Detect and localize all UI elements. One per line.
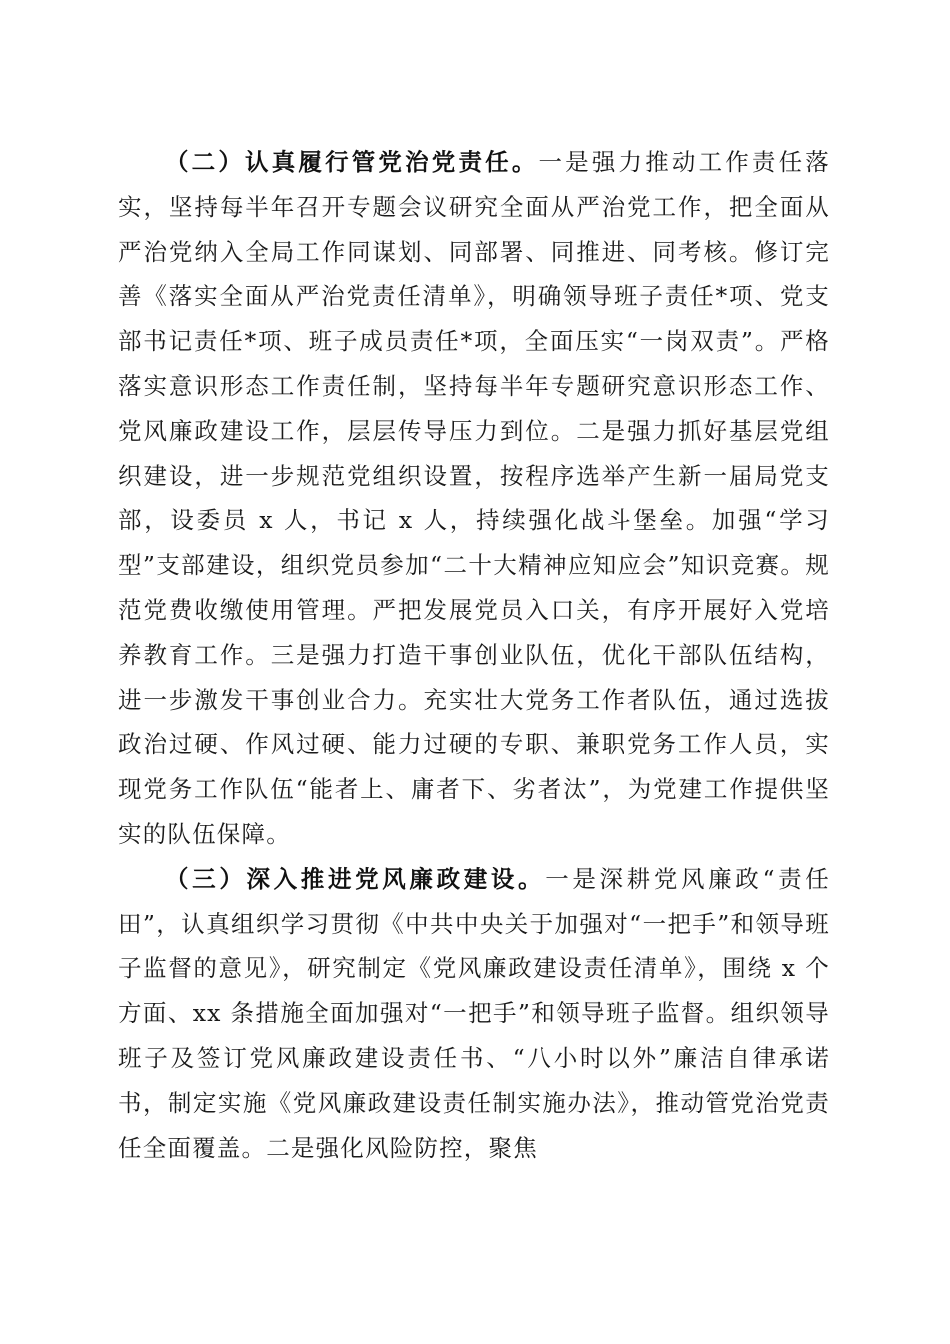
paragraph-party-governance-responsibility	[118, 140, 830, 857]
paragraph-text: 一是深耕党风廉政“责任田”，认真组织学习贯彻《中共中央关于加强对“一把手”和领导班子监督的意见》，研究制定《党风廉政建设责任清单》，围绕 x 个方面、xx 条措施全面加强对“一把手”和领导班子监督。组织领导班子及签订党风廉政建设责任书、“八小时以外”廉洁自律承诺书，制定实施《党风廉政建设责任制实施办法》，推动管党治党责任全面覆盖。二是强化风险防控，聚焦	[118, 864, 830, 1162]
paragraph-text: 一是强力推动工作责任落实，坚持每半年召开专题会议研究全面从严治党工作，把全面从严治党纳入全局工作同谋划、同部署、同推进、同考核。修订完善《落实全面从严治党责任清单》，明确领导班子责任*项、党支部书记责任*项、班子成员责任*项，全面压实“一岗双责”。严格落实意识形态工作责任制，坚持每半年专题研究意识形态工作、党风廉政建设工作，层层传导压力到位。二是强力抓好基层党组织建设，进一步规范党组织设置，按程序选举产生新一届局党支部，设委员 x 人，书记 x 人，持续强化战斗堡垒。加强“学习型”支部建设，组织党员参加“二十大精神应知应会”知识竞赛。规范党费收缴使用管理。严把发展党员入口关，有序开展好入党培养教育工作。三是强力打造干事创业队伍，优化干部队伍结构，进一步激发干事创业合力。充实壮大党务工作者队伍，通过选拔政治过硬、作风过硬、能力过硬的专职、兼职党务工作人员，实现党务工作队伍“能者上、庸者下、劣者汰”，为党建工作提供坚实的队伍保障。	[118, 148, 830, 848]
document-body	[118, 140, 830, 1170]
section-heading: （二）认真履行管党治党责任。	[165, 148, 539, 176]
paragraph-clean-governance	[118, 857, 830, 1171]
section-heading: （三）深入推进党风廉政建设。	[165, 864, 546, 893]
